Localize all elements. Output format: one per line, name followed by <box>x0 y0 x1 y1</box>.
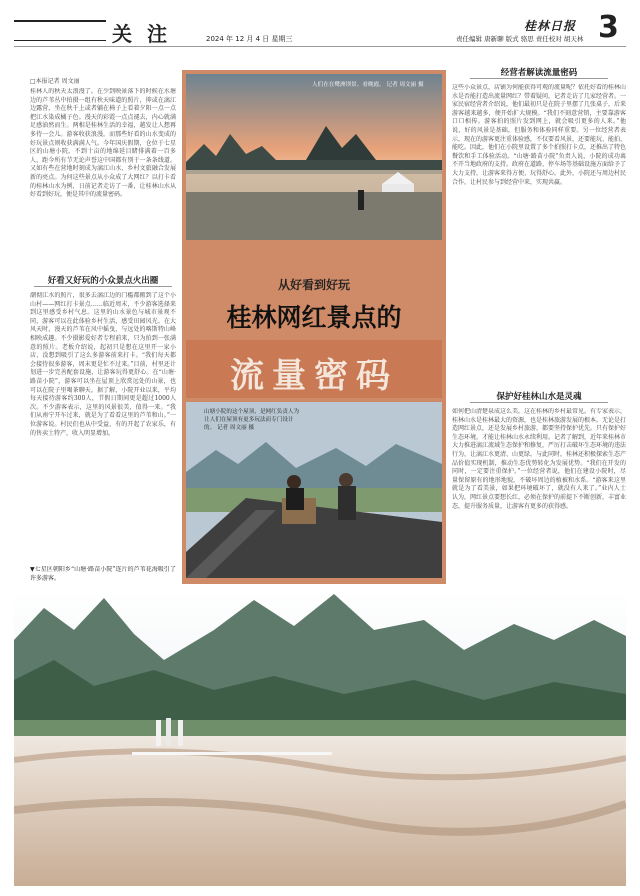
newspaper-masthead: 桂林日报 <box>524 19 577 33</box>
feature-kicker: 从好看到好玩 <box>277 278 350 292</box>
headline-rule <box>470 402 608 403</box>
sunset-lake-photo <box>186 74 442 240</box>
article-body: 这些小众景点，店铺为何能获得可观的流量呢？依托好看的桂林山水是否能打造出流量网红？带着疑问，记者走访了几家经营者。一家民宿经营者介绍说，他们最初只是在院子里摆了几张桌子，后来游客越来越多，便开始扩大规模。“我们不刻意营销，主要靠游客口口相传。游客拍的照片发到网上，就会吸引更多的人来。”他说，好的风景是基础，但服务和体验同样重要。另一位经营者表示，现在的游客更注重体验感，不仅要看风景，还要能玩、能拍、能吃。因此，他们在小院里设置了多个拍照打卡点，还推出了特色餐饮和手工体验活动。“山塘·路苗小院”负责人说，小院的成功离不开当地政府的支持。政府在道路、停车场等基础设施方面给予了大力支持，让游客来得方便、玩得舒心。此外，小院还与周边村民合作，让村民参与到经营中来，实现共赢。 <box>452 84 626 186</box>
editor-credits: 责任编辑 唐新聊 版式 骆思 责任校对 胡天林 <box>456 35 584 43</box>
byline: □本报记者 周文丽 <box>30 78 80 85</box>
page-number: 3 <box>598 10 619 45</box>
feature-subtitle: 流量密码 <box>230 356 398 396</box>
header-divider <box>14 46 626 47</box>
photo-caption: 人们在在鹭洲坝景、看晚霞。 记者 周文丽 摄 <box>312 82 424 88</box>
article-body: 潮彻江水的照片，很多去漓江边的门槛都搬到了这个小山村——网红打卡景点……临近周末，不少游客选择来到这里感受乡村气息。这里的山水景色与城市景观不同，游客可以在此体验乡村生活，感受田园风光。在大风天时，漫天的芦苇在风中摇曳，与远处的喀斯特山峰相映成趣。不少摄影爱好者专程前来，只为拍到一张满意的照片。老板介绍说，起初只是想在这里开一家小店，没想到吸引了这么多游客前来打卡。“我们每天都会接待很多游客，周末更是忙不过来。”目前，村里还计划进一步完善配套设施，让游客玩得更舒心。在“山塘·路苗小院”，游客可以坐在屋顶上欣赏远处的山景，也可以在院子里喝茶聊天。据了解，小院开业以来，平均每天接待游客约300人，节假日期间更是超过1000人次。不少游客表示，这里的风景很美，值得一来。“我们从南宁开车过来，就是为了看看这里的芦苇和山。”一位游客说。村民们也从中受益，有的开起了农家乐，有的售卖土特产，收入明显增加。 <box>30 292 176 437</box>
article-body: 如何把山清楚泉成这么美，这在桂林的乡村最常见。有专家表示，桂林山水是桂林最大的资源，也是桂林旅游发展的根本。无论是打造网红景点，还是发展乡村旅游，都要坚持保护优先。只有保护好生态环境，才能让桂林山水永续利用。记者了解到，近年来桂林市大力推进漓江流域生态保护和修复，严厉打击破坏生态环境的违法行为，让漓江水更清、山更绿。与此同时，桂林还积极探索生态产品价值实现机制，推动生态优势转化为发展优势。“我们在开发的同时，一定要注重保护。”一位经营者说，他们在建设小院时，尽量保留原有的地形地貌，不破坏周边的植被和水系。“游客来这里就是为了看美景，如果把环境破坏了，就没有人来了。”业内人士认为，网红景点要想长红，必须在保护的前提下不断创新，丰富业态，提升服务质量，让游客有更多的获得感。 <box>452 408 626 510</box>
header-rule <box>14 20 106 22</box>
feature-title: 桂林网红景点的 <box>226 303 402 332</box>
section-title: 关 注 <box>112 22 171 46</box>
photo-caption: ▼七星区朝阳乡“山塘·路苗小院”连片的芦苇花海吸引了许多游客。 <box>30 566 176 582</box>
header-rule <box>14 40 106 41</box>
article-headline: 好看又好玩的小众景点火出圈 <box>47 276 159 286</box>
photo-caption: 山塘小院的这个屋顶，是网红负责人为让人们在屋顶有更多玩法而专门设计的。 记者 周文丽 摄 <box>204 409 300 431</box>
headline-rule <box>34 286 172 287</box>
date-line: 2024 年 12 月 4 日 星期三 <box>206 35 293 43</box>
article-headline: 经营者解读流量密码 <box>500 68 578 78</box>
reed-field-panorama-photo <box>14 590 626 886</box>
headline-rule <box>470 78 608 79</box>
lead-paragraph: 桂林人的秋天太浪漫了。在少到映景落下的时候在水塘边的芦苇丛中拍摄一组有秋天味道的照片，抑或在漓江边露营，坐在秋千上或者躺在椅子上看着夕阳一点一点把江水染成橘子色。漫天的彩霞一点点褪去，内心就满足感油然而生。两相是桂林生活的幸福，越发让人想再多待一会儿。游客收获浪漫，而那些好看的山水变成的好玩景点则收获满满人气。今年国庆假期，仓位于七星区的山塘小院，不到十亩的地绵延目睹排满着一百多人，距今所有节无论声誉这中国都有别于一条条线道。又如有些在营地时刻成为漓江山水、乡村文旅融合发展新的亮点。为何这些景点从小众成了大网红？以打卡看的桂林山水为例，日前记者走访了一番，让桂林山水从好看到好玩，便是其中的流量密码。 <box>30 88 176 199</box>
article-headline: 保护好桂林山水是灵魂 <box>496 392 582 402</box>
